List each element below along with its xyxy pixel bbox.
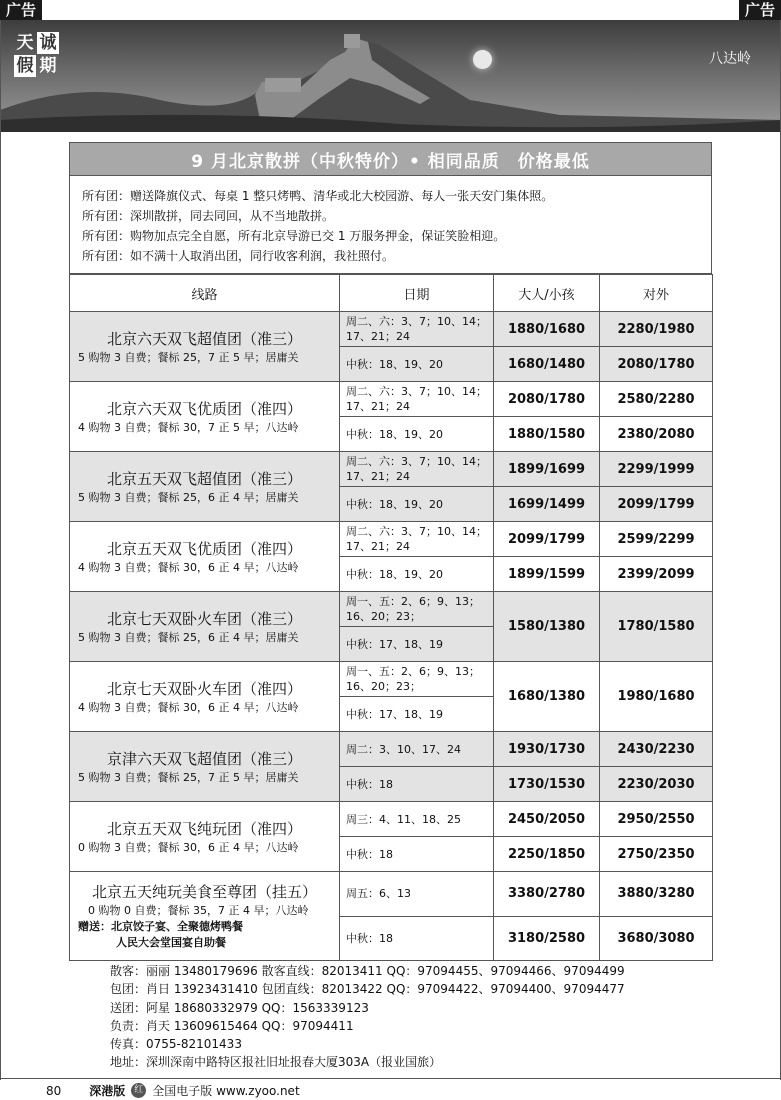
adult-price: 1680/1480	[494, 347, 600, 382]
route-name: 北京六天双飞优质团（准四）	[106, 399, 302, 418]
route-name: 北京五天双飞超值团（准三）	[106, 469, 302, 488]
adult-price: 3380/2780	[494, 872, 600, 917]
adult-price: 2099/1799	[494, 522, 600, 557]
contact-line: 传真：0755-82101433	[110, 1037, 242, 1052]
route-desc: 5 购物 3 自费；餐标 25，7 正 5 早；居庸关	[78, 770, 299, 784]
adult-price: 1699/1499	[494, 487, 600, 522]
date-cell: 周三：4、11、18、25	[340, 802, 494, 837]
agency-logo: 天 诚 假 期	[14, 32, 60, 78]
route-name: 北京七天双卧火车团（准四）	[106, 679, 302, 698]
out-price: 2580/2280	[600, 382, 713, 417]
route-name: 北京五天双飞优质团（准四）	[106, 539, 302, 558]
out-price: 2080/1780	[600, 347, 713, 382]
moon	[473, 50, 492, 69]
route-name: 北京五天双飞纯玩团（准四）	[106, 819, 302, 838]
route-gift: 人民大会堂国宴自助餐	[116, 936, 226, 949]
out-price: 2280/1980	[600, 312, 713, 347]
out-price: 2750/2350	[600, 837, 713, 872]
date-cell: 中秋：18、19、20	[340, 417, 494, 452]
note-line: 所有团：如不满十人取消出团，同行收客利润，我社照付。	[82, 249, 395, 263]
adult-price: 2250/1850	[494, 837, 600, 872]
date-cell: 中秋：18、19、20	[340, 487, 494, 522]
route-cell	[70, 662, 340, 732]
out-price: 2299/1999	[600, 452, 713, 487]
header-route: 线路	[70, 275, 340, 312]
adult-price: 3180/2580	[494, 916, 600, 961]
contact-line: 送团：阿星 18680332979 QQ：1563339123	[110, 1000, 369, 1015]
header-out: 对外	[600, 275, 713, 312]
route-name: 北京五天纯玩美食至尊团（挂五）	[91, 883, 317, 901]
out-price: 1780/1580	[600, 592, 713, 662]
route-desc: 4 购物 3 自费；餐标 30，7 正 5 早；八达岭	[78, 420, 299, 434]
price-table	[69, 274, 713, 961]
route-desc: 5 购物 3 自费；餐标 25，7 正 5 早；居庸关	[78, 350, 299, 364]
adult-price: 1730/1530	[494, 767, 600, 802]
date-cell: 中秋：17、18、19	[340, 697, 494, 732]
route-desc: 4 购物 3 自费；餐标 30，6 正 4 早；八达岭	[78, 700, 299, 714]
date-cell: 周一、五：2、6；9、13；16、20；23；	[340, 592, 494, 627]
route-name: 北京七天双卧火车团（准三）	[106, 609, 302, 628]
date-cell: 中秋：18、19、20	[340, 557, 494, 592]
edition-label: 深港版	[89, 1084, 126, 1098]
route-cell	[70, 382, 340, 452]
out-price: 2599/2299	[600, 522, 713, 557]
date-cell: 周一、五：2、6；9、13；16、20；23；	[340, 662, 494, 697]
route-cell	[70, 452, 340, 522]
route-cell	[70, 312, 340, 382]
panel-title: 9 月北京散拼（中秋特价）• 相同品质 价格最低	[69, 142, 712, 176]
adult-price: 1880/1580	[494, 417, 600, 452]
out-price: 3680/3080	[600, 916, 713, 961]
adult-price: 2450/2050	[494, 802, 600, 837]
adult-price: 1880/1680	[494, 312, 600, 347]
adult-price: 1580/1380	[494, 592, 600, 662]
out-price: 2950/2550	[600, 802, 713, 837]
ad-label-left: 广告	[0, 0, 42, 21]
route-cell	[70, 732, 340, 802]
route-name: 京津六天双飞超值团（准三）	[106, 749, 302, 768]
date-cell: 周二、六：3、7；10、14；17、21；24	[340, 312, 494, 347]
out-price: 2099/1799	[600, 487, 713, 522]
contact-block	[110, 962, 625, 1072]
adult-price: 1899/1599	[494, 557, 600, 592]
out-price: 2230/2030	[600, 767, 713, 802]
contact-line: 包团：肖日 13923431410 包团直线：82013422 QQ：97094422、97094400、97094477	[110, 982, 625, 997]
out-price: 1980/1680	[600, 662, 713, 732]
route-desc: 5 购物 3 自费；餐标 25，6 正 4 早；居庸关	[78, 490, 299, 504]
date-cell: 周五：6、13	[340, 872, 494, 917]
date-cell: 中秋：17、18、19	[340, 627, 494, 662]
route-desc: 0 购物 0 自费；餐标 35，7 正 4 早；八达岭	[88, 904, 309, 917]
contact-line: 地址：深圳深南中路特区报社旧址报春大厦303A（报业国旅）	[110, 1055, 442, 1070]
adult-price: 1930/1730	[494, 732, 600, 767]
route-desc: 4 购物 3 自费；餐标 30，6 正 4 早；八达岭	[78, 560, 299, 574]
out-price: 2399/2099	[600, 557, 713, 592]
note-line: 所有团：购物加点完全自愿，所有北京导游已交 1 万服务押金，保证笑脸相迎。	[82, 229, 506, 243]
page-footer	[46, 1082, 300, 1099]
note-line: 所有团：深圳散拼，同去同回，从不当地散拼。	[82, 209, 335, 223]
adult-price: 1680/1380	[494, 662, 600, 732]
contact-line: 负责：肖天 13609615464 QQ：97094411	[110, 1018, 354, 1033]
date-cell: 中秋：18	[340, 767, 494, 802]
route-desc: 0 购物 3 自费；餐标 30，6 正 4 早；八达岭	[78, 840, 299, 854]
out-price: 2380/2080	[600, 417, 713, 452]
banner-image	[0, 20, 781, 132]
route-cell	[70, 872, 340, 961]
notes-block	[69, 176, 712, 274]
header-date: 日期	[340, 275, 494, 312]
date-cell: 周二：3、10、17、24	[340, 732, 494, 767]
ad-label-right: 广告	[739, 0, 781, 21]
site-label: 全国电子版 www.zyoo.net	[152, 1084, 300, 1098]
great-wall-illustration	[0, 20, 781, 132]
out-price: 3880/3280	[600, 872, 713, 917]
note-line: 所有团：赠送降旗仪式、每桌 1 整只烤鸭、清华或北大校园游、每人一张天安门集体照。	[82, 189, 554, 203]
date-cell: 周二、六：3、7；10、14；17、21；24	[340, 452, 494, 487]
adult-price: 2080/1780	[494, 382, 600, 417]
route-cell	[70, 522, 340, 592]
route-desc: 5 购物 3 自费；餐标 25，6 正 4 早；居庸关	[78, 630, 299, 644]
date-cell: 中秋：18、19、20	[340, 347, 494, 382]
route-gift: 赠送：北京饺子宴、全聚德烤鸭餐	[78, 920, 243, 933]
edition-badge: 红	[131, 1083, 146, 1098]
adult-price: 1899/1699	[494, 452, 600, 487]
date-cell: 中秋：18	[340, 916, 494, 961]
page-number: 80	[46, 1083, 62, 1098]
date-cell: 周二、六：3、7；10、14；17、21；24	[340, 382, 494, 417]
date-cell: 周二、六：3、7；10、14；17、21；24	[340, 522, 494, 557]
tour-price-panel	[69, 142, 712, 961]
place-caption: 八达岭	[709, 51, 751, 67]
date-cell: 中秋：18	[340, 837, 494, 872]
route-name: 北京六天双飞超值团（准三）	[106, 329, 302, 348]
route-cell	[70, 802, 340, 872]
contact-line: 散客：丽丽 13480179696 散客直线：82013411 QQ：97094455、97094466、97094499	[110, 964, 625, 978]
header-adult: 大人/小孩	[494, 275, 600, 312]
route-cell	[70, 592, 340, 662]
out-price: 2430/2230	[600, 732, 713, 767]
